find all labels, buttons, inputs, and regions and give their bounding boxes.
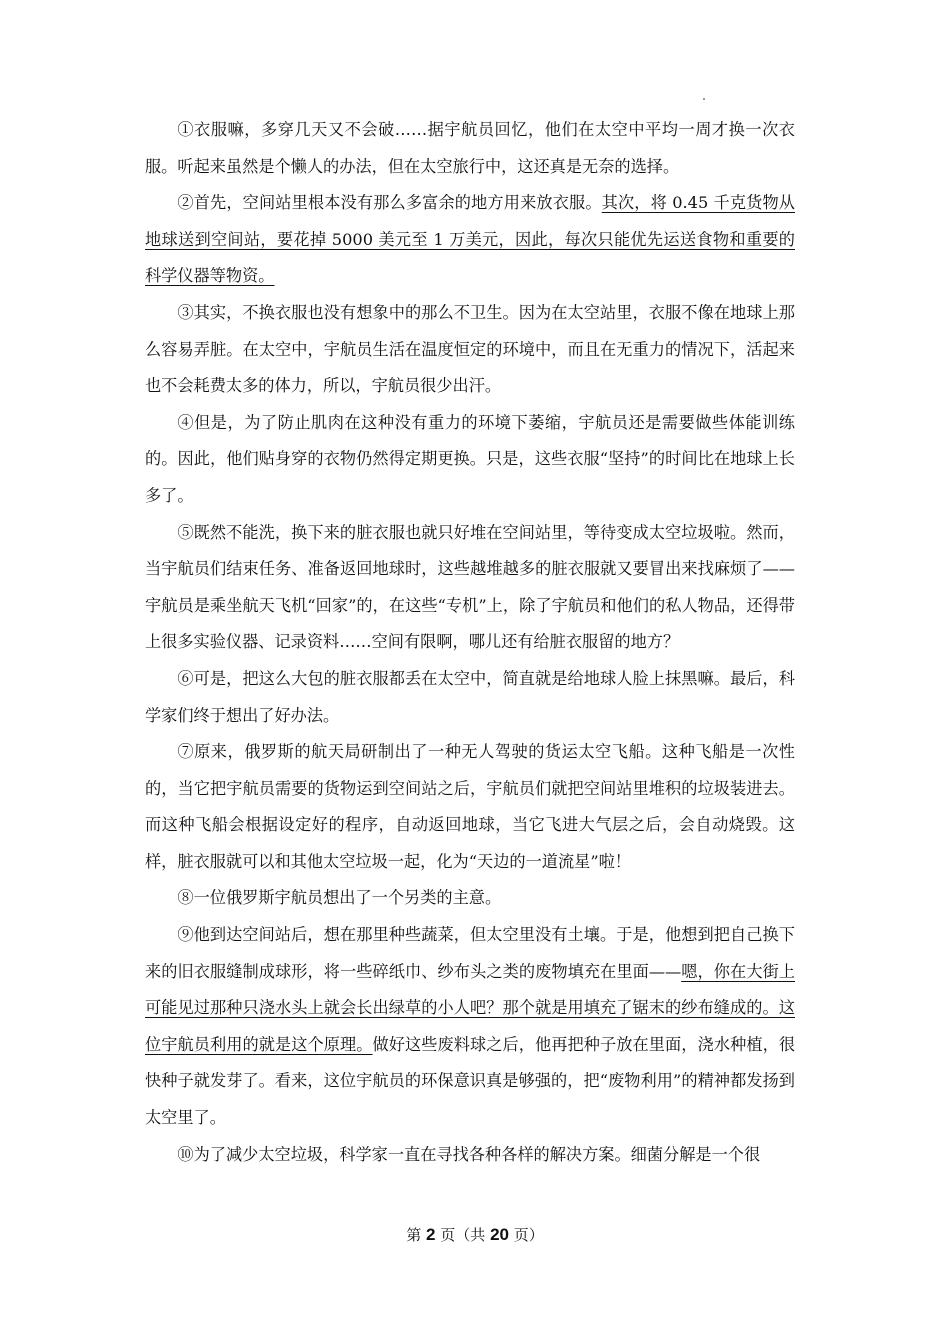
footer-page-number: 2 (426, 1225, 436, 1244)
paragraph-p5 (145, 515, 795, 661)
paragraph-text: ⑦原来，俄罗斯的航天局研制出了一种无人驾驶的货运太空飞船。这种飞船是一次性的，当它把宇航员需要的货物运到空间站之后，宇航员们就把空间站里堆积的垃圾装进去。而这种飞船会根据设定好的程序，自动返回地球，当它飞进大气层之后，会自动烧毁。这样，脏衣服就可以和其他太空垃圾一起，化为“天边的一道流星”啦！ (145, 742, 795, 871)
paragraph-p7 (145, 734, 795, 880)
paragraph-p6 (145, 661, 795, 734)
footer-total-pages: 20 (490, 1225, 509, 1244)
paragraph-p1 (145, 112, 795, 185)
corner-mark (703, 98, 705, 100)
paragraph-p2 (145, 185, 795, 295)
paragraph-text: ②首先，空间站里根本没有那么多富余的地方用来放衣服。 (177, 193, 602, 213)
paragraph-p8 (145, 880, 795, 917)
paragraph-text: ⑩为了减少太空垃圾，科学家一直在寻找各种各样的解决方案。细菌分解是一个很 (177, 1144, 761, 1164)
paragraph-text: ⑥可是，把这么大包的脏衣服都丢在太空中，简直就是给地球人脸上抹黑嘛。最后，科学家们终于想出了好办法。 (145, 668, 795, 725)
footer-suffix: 页） (513, 1226, 544, 1244)
paragraph-p9 (145, 917, 795, 1137)
underlined-text: 其次，将 0.45 千克货物从地球送到空间站，要花掉 5000 美元至 1 万美元，因此，每次只能优先运送食物和重要的科学仪器等物资。 (145, 193, 795, 286)
paragraph-p3 (145, 295, 795, 405)
paragraph-text: 做好这些废料球之后，他再把种子放在里面，浇水种植，很快种子就发芽了。看来，这位宇航员的环保意识真是够强的，把“废物利用”的精神都发扬到太空里了。 (145, 1034, 796, 1128)
paragraph-text: ⑨他到达空间站后，想在那里种些蔬菜，但太空里没有土壤。于是，他想到把自己换下来的旧衣服缝制成球形，将一些碎纸巾、纱布头之类的废物填充在里面—— (145, 925, 795, 981)
paragraph-text: ⑤既然不能洗，换下来的脏衣服也就只好堆在空间站里，等待变成太空垃圾啦。然而，当宇航员们结束任务、准备返回地球时，这些越堆越多的脏衣服就又要冒出来找麻烦了——宇航员是乘坐航天飞机“回家”的，在这些“专机”上，除了宇航员和他们的私人物品，还得带上很多实验仪器、记录资料……空间有限啊，哪儿还有给脏衣服留的地方？ (145, 522, 795, 652)
paragraph-text: ④但是，为了防止肌肉在这种没有重力的环境下萎缩，宇航员还是需要做些体能训练的。因此，他们贴身穿的衣物仍然得定期更换。只是，这些衣服“坚持”的时间比在地球上长多了。 (145, 412, 795, 505)
paragraph-text: ①衣服嘛，多穿几天又不会破……据宇航员回忆，他们在太空中平均一周才换一次衣服。听起来虽然是个懒人的办法，但在太空旅行中，这还真是无奈的选择。 (145, 120, 795, 176)
paragraph-text: ⑧一位俄罗斯宇航员想出了一个另类的主意。 (177, 888, 502, 908)
paragraph-p4 (145, 405, 795, 515)
page-footer (0, 1224, 950, 1245)
paragraph-text: ③其实，不换衣服也没有想象中的那么不卫生。因为在太空站里，衣服不像在地球上那么容易弄脏。在太空中，宇航员生活在温度恒定的环境中，而且在无重力的情况下，活起来也不会耗费太多的体力，所以，宇航员很少出汗。 (145, 302, 795, 396)
footer-prefix: 第 (406, 1226, 422, 1244)
article-body (145, 112, 795, 1173)
paragraph-p10 (145, 1137, 795, 1174)
underlined-text: 嗯，你在大街上可能见过那种只浇水头上就会长出绿草的小人吧？那个就是用填充了锯末的纱布缝成的。这位宇航员利用的就是这个原理。 (145, 961, 796, 1054)
footer-middle: 页（共 (440, 1226, 486, 1244)
